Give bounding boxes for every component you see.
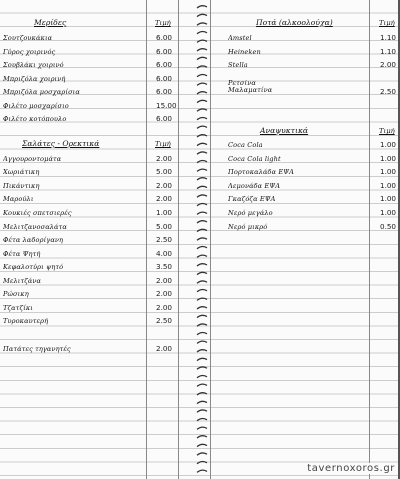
menu-item-price: 6.00 [156, 47, 173, 56]
menu-item-price: 2.00 [380, 60, 397, 69]
menu-item-price: 2.00 [156, 303, 173, 312]
spiral-coil [197, 393, 207, 395]
menu-item-name: Γύρος χοιρινός [3, 48, 56, 56]
spiral-coil [197, 272, 207, 274]
spiral-coil [197, 143, 207, 145]
spiral-coil [197, 118, 207, 120]
spiral-coil [197, 75, 207, 77]
spiral-coil [197, 324, 207, 326]
right-price-column-rule [369, 0, 370, 479]
price-header: Τιμή [155, 19, 171, 27]
spiral-coil [197, 92, 207, 94]
price-header: Τιμή [155, 140, 171, 148]
menu-item-price: 1.00 [156, 208, 173, 217]
menu-item-price: 2.00 [156, 194, 173, 203]
spiral-coil [197, 333, 207, 335]
spiral-coil [197, 66, 207, 68]
menu-item-name: Μελιτζανοσαλάτα [3, 223, 67, 231]
menu-item-price: 6.00 [156, 33, 173, 42]
spiral-coil [197, 49, 207, 51]
spiral-coil [197, 436, 207, 438]
spiral-coil [197, 161, 207, 163]
menu-item-name: Φέτα Ψητή [3, 250, 41, 258]
spiral-coil [197, 109, 207, 111]
section-title-alcoholic-drinks: Ποτά (αλκοολούχα) [256, 18, 333, 27]
menu-item-price: 2.00 [156, 344, 173, 353]
menu-item-name: Κεφαλοτύρι ψητό [3, 263, 64, 271]
menu-item-name: Σουτζουκάκια [3, 34, 53, 42]
menu-item-name: Γκαζόζα ΕΨΑ [228, 195, 276, 203]
spiral-coil [197, 83, 207, 85]
spiral-coil [197, 376, 207, 378]
spiral-coil [197, 255, 207, 257]
menu-item-price: 2.50 [156, 316, 173, 325]
menu-item-price: 0.50 [380, 222, 397, 231]
spiral-coil [197, 341, 207, 343]
menu-item-name: Ρετσίνα Μαλαματίνα [228, 80, 273, 94]
spiral-coil [197, 350, 207, 352]
spiral-coil [197, 126, 207, 128]
spiral-coil [197, 281, 207, 283]
spiral-coil [197, 204, 207, 206]
left-outer-rule [178, 0, 179, 479]
spiral-coil [197, 307, 207, 309]
menu-item-name: Ρώσικη [3, 290, 29, 298]
menu-item-name: Coca Cola light [228, 155, 281, 163]
spiral-coil [197, 444, 207, 446]
spiral-coil [197, 367, 207, 369]
menu-item-price: 2.50 [156, 235, 173, 244]
menu-item-name: Μπριζόλα χοιρινή [3, 75, 66, 83]
menu-item-name: Σουβλάκι χοιρινό [3, 61, 64, 69]
price-header: Τιμή [379, 127, 395, 135]
spiral-coil [197, 32, 207, 34]
spiral-coil [197, 186, 207, 188]
spiral-coil [197, 384, 207, 386]
menu-item-name: Μπριζόλα μοσχαρίσια [3, 88, 80, 96]
spiral-coil [197, 238, 207, 240]
spiral-coil [197, 23, 207, 25]
menu-item-price: 3.50 [156, 262, 173, 271]
menu-item-price: 2.00 [156, 181, 173, 190]
menu-item-name: Πικάντικη [3, 182, 40, 190]
watermark: tavernoxoros.gr [307, 463, 395, 474]
menu-item-name: Μαρούλι [3, 195, 34, 203]
menu-item-price: 4.00 [156, 249, 173, 258]
spiral-coil [197, 290, 207, 292]
spiral-coil [197, 315, 207, 317]
menu-item-price: 6.00 [156, 74, 173, 83]
menu-item-price: 6.00 [156, 114, 173, 123]
menu-item-price: 1.00 [380, 194, 397, 203]
menu-item-name: Λεμονάδα ΕΨΑ [228, 182, 281, 190]
menu-item-name: Coca Cola [228, 141, 263, 149]
spiral-coil [197, 178, 207, 180]
spiral-coil [197, 264, 207, 266]
spiral-coil [197, 195, 207, 197]
menu-item-name: Stella [228, 61, 248, 69]
menu-item-name: Τζατζίκι [3, 304, 33, 312]
section-title-salads-appetizers: Σαλάτες - Ορεκτικά [22, 139, 100, 148]
spiral-coil [197, 152, 207, 154]
menu-item-price: 5.00 [156, 167, 173, 176]
menu-item-price: 1.00 [380, 154, 397, 163]
spiral-coil [197, 410, 207, 412]
section-title-meat-portions: Μερίδες [34, 18, 67, 27]
menu-item-price: 15.00 [156, 101, 177, 110]
spiral-coil [197, 57, 207, 59]
spiral-coil [197, 358, 207, 360]
spiral-coil [197, 212, 207, 214]
menu-item-price: 2.00 [156, 289, 173, 298]
menu-item-name: Φέτα λαδορίγανη [3, 236, 64, 244]
menu-item-name: Μελιτζάνα [3, 277, 42, 285]
right-inner-rule [210, 0, 211, 479]
price-header: Τιμή [379, 19, 395, 27]
spiral-coil [197, 462, 207, 464]
menu-item-name: Heineken [228, 48, 261, 56]
spiral-coil [197, 221, 207, 223]
spiral-coil [197, 40, 207, 42]
menu-item-price: 1.00 [380, 208, 397, 217]
spiral-coil [197, 298, 207, 300]
menu-item-price: 6.00 [156, 60, 173, 69]
menu-item-name: Τυροκαυτερή [3, 317, 49, 325]
menu-item-price: 1.00 [380, 181, 397, 190]
section-title-soft-drinks: Αναψυκτικά [260, 126, 309, 135]
right-page [208, 0, 398, 479]
menu-item-price: 5.00 [156, 222, 173, 231]
spiral-coil [197, 14, 207, 16]
menu-item-price: 1.10 [380, 47, 397, 56]
spiral-coil [197, 247, 207, 249]
left-price-column-rule [146, 0, 147, 479]
menu-item-name: Πορτοκαλάδα ΕΨΑ [228, 168, 294, 176]
menu-item-name: Νερό μικρό [228, 223, 268, 231]
spiral-coil [197, 6, 207, 8]
menu-item-name: Χωριάτικη [3, 168, 40, 176]
spiral-binding [196, 0, 208, 479]
menu-item-name: Αγγουροντομάτα [3, 155, 62, 163]
left-page [0, 0, 196, 479]
spiral-coil [197, 401, 207, 403]
menu-item-price: 1.00 [380, 140, 397, 149]
spiral-coil [197, 229, 207, 231]
menu-item-name: Amstel [228, 34, 252, 42]
menu-item-price: 2.00 [156, 154, 173, 163]
menu-item-name: Νερό μεγάλο [228, 209, 273, 217]
spiral-coil [197, 135, 207, 137]
spiral-coil [197, 453, 207, 455]
menu-item-name: Φιλέτο μοσχαρίσιο [3, 102, 69, 110]
menu-item-price: 1.10 [380, 33, 397, 42]
menu-item-name: Πατάτες τηγανητές [3, 345, 71, 353]
spiral-coil [197, 169, 207, 171]
menu-item-price: 6.00 [156, 87, 173, 96]
menu-item-name: Κουκιές σπετσιερές [3, 209, 72, 217]
menu-item-price: 1.00 [380, 167, 397, 176]
spiral-coil [197, 470, 207, 472]
menu-item-price: 2.50 [380, 87, 397, 96]
spiral-coil [197, 100, 207, 102]
spiral-coil [197, 419, 207, 421]
menu-item-name: Φιλέτο κοτόπουλο [3, 115, 67, 123]
spiral-coil [197, 427, 207, 429]
menu-item-price: 2.00 [156, 276, 173, 285]
